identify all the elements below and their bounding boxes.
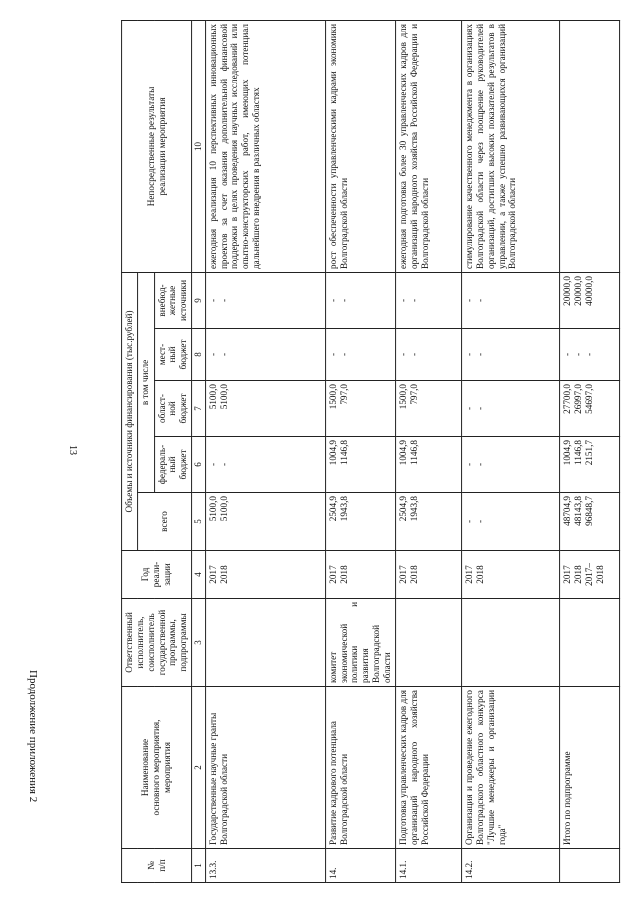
years: 2017 2018 [325, 551, 395, 599]
col-number: 9 [192, 273, 206, 329]
total-federal: 1004,9 1146,8 2151,7 [560, 437, 620, 493]
table-row [396, 21, 462, 883]
expected-result: ежегодная реализация 10 перспективных инновационных проектов за счет оказания дополнительной финансовой поддержки в целях проведения научных исследований или опытно-конструкторских работ, имеющих потенциал дальнейшего внедрения в различных областях [205, 21, 325, 273]
header-responsible: Ответственный исполнитель, соисполнитель государственной программы, подпрограммы [122, 599, 192, 687]
header-num: № п/п [122, 849, 192, 883]
table-row [462, 21, 560, 883]
responsible-executor [462, 599, 560, 687]
total-row [560, 21, 620, 883]
responsible-executor [205, 599, 325, 687]
column-number-row [192, 21, 206, 883]
col-number: 10 [192, 21, 206, 273]
years: 2017 2018 [396, 551, 462, 599]
extra-amount: - - [396, 273, 462, 329]
row-number: 14. [325, 849, 395, 883]
page-number: 13 [67, 445, 78, 455]
header-including: в том числе [137, 273, 154, 493]
header-year: Год реали- зации [122, 551, 192, 599]
years: 2017 2018 [205, 551, 325, 599]
table-row [205, 21, 325, 883]
federal-amount: 1004,9 1146,8 [396, 437, 462, 493]
col-number: 3 [192, 599, 206, 687]
activity-name: Подготовка управленческих кадров для организаций народного хозяйства Российской Федерации [396, 687, 462, 849]
empty-cell [560, 21, 620, 273]
row-number: 13.3. [205, 849, 325, 883]
total-amount: 5100,0 5100,0 [205, 493, 325, 551]
federal-amount: 1004,9 1146,8 [325, 437, 395, 493]
col-number: 7 [192, 381, 206, 437]
extra-amount: - - [325, 273, 395, 329]
total-amount: 2504,9 1943,8 [325, 493, 395, 551]
total-local: - - - [560, 329, 620, 381]
header-regional: област- ной бюджет [154, 381, 192, 437]
extra-amount: - - [462, 273, 560, 329]
col-number: 1 [192, 849, 206, 883]
regional-amount: 1500,0 797,0 [325, 381, 395, 437]
col-number: 8 [192, 329, 206, 381]
regional-amount: 1500,0 797,0 [396, 381, 462, 437]
row-number: 14.2. [462, 849, 560, 883]
row-number: 14.1. [396, 849, 462, 883]
local-amount: - - [462, 329, 560, 381]
total-years: 2017 2018 2017–2018 [560, 551, 620, 599]
responsible-executor [396, 599, 462, 687]
federal-amount: - - [462, 437, 560, 493]
table-header-row [122, 21, 138, 883]
header-local: мест- ный бюджет [154, 329, 192, 381]
table-row [325, 21, 395, 883]
years: 2017 2018 [462, 551, 560, 599]
regional-amount: - - [462, 381, 560, 437]
total-amount: - - [462, 493, 560, 551]
expected-result: ежегодная подготовка более 30 управленческих кадров для организаций народного хозяйства Российской Федерации и Волгоградской области [396, 21, 462, 273]
total-amount: 2504,9 1943,8 [396, 493, 462, 551]
local-amount: - - [205, 329, 325, 381]
local-amount: - - [396, 329, 462, 381]
col-number: 4 [192, 551, 206, 599]
total-extra: 20000,0 20000,0 40000,0 [560, 273, 620, 329]
activity-name: Государственные научные гранты Волгоградской области [205, 687, 325, 849]
header-extra: внебюд- жетные источники [154, 273, 192, 329]
header-total: всего [137, 493, 191, 551]
regional-amount: 5100,0 5100,0 [205, 381, 325, 437]
extra-amount: - - [205, 273, 325, 329]
header-name: Наименование основного мероприятия, мероприятия [122, 687, 192, 849]
continuation-title: Продолжение приложения 2 [27, 670, 39, 803]
expected-result: рост обеспеченности управленческими кадрами экономики Волгоградской области [325, 21, 395, 273]
responsible-executor: комитет экономической политики и развития Волгоградской области [325, 599, 395, 687]
header-funding: Объемы и источники финансирования (тыс.рублей) [122, 273, 138, 551]
empty-cell [560, 599, 620, 687]
program-table [121, 20, 620, 883]
header-federal: федераль- ный бюджет [154, 437, 192, 493]
local-amount: - - [325, 329, 395, 381]
total-label: Итого по подпрограмме [560, 687, 620, 849]
activity-name: Организация и проведение ежегодного Волгоградского областного конкурса "Лучшие менеджеры и организации года" [462, 687, 560, 849]
col-number: 2 [192, 687, 206, 849]
col-number: 6 [192, 437, 206, 493]
activity-name: Развитие кадрового потенциала Волгоградской области [325, 687, 395, 849]
empty-cell [560, 849, 620, 883]
col-number: 5 [192, 493, 206, 551]
expected-result: стимулирование качественного менеджмента в организациях Волгоградской области через поощрение руководителей организаций, достигших высоких показателей результатов в управлении, а также успешно развивающихся организаций Волгоградской области [462, 21, 560, 273]
total-regional: 27700,0 26997,0 54697,0 [560, 381, 620, 437]
total-sum: 48704,9 48143,8 96848,7 [560, 493, 620, 551]
federal-amount: - - [205, 437, 325, 493]
header-results: Непосредственные результаты реализации мероприятия [122, 21, 192, 273]
